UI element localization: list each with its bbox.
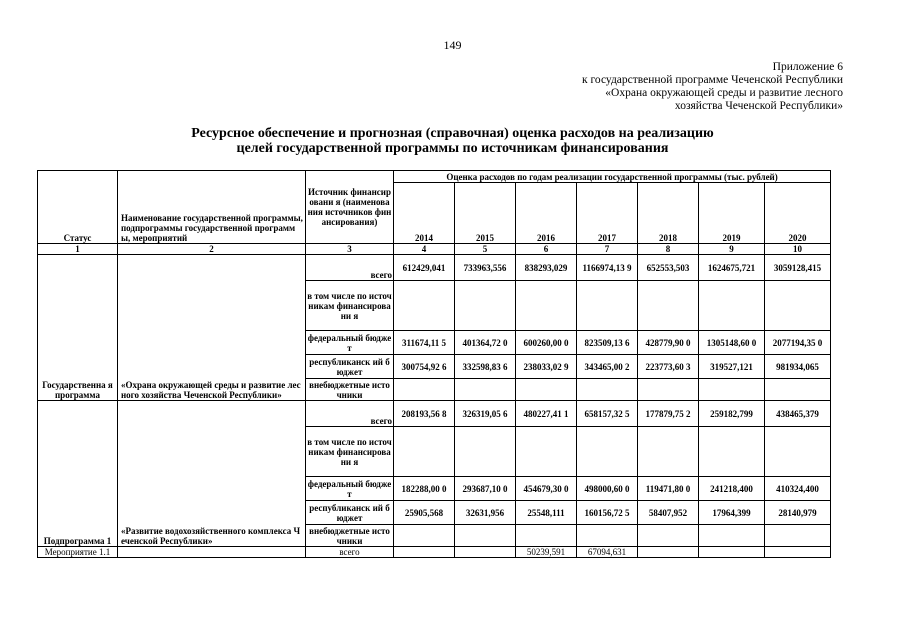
appendix-line: Приложение 6 — [772, 61, 843, 73]
appendix-note — [582, 61, 843, 113]
value-cell: 410324,400 — [765, 477, 831, 501]
header-year: 2020 — [765, 183, 831, 244]
value-cell — [577, 525, 638, 547]
value-cell: 160156,72 5 — [577, 501, 638, 525]
header-name: Наименование государственной программы, подпрограммы государственной программы, мероприятий — [118, 171, 306, 244]
value-cell: 1166974,13 9 — [577, 255, 638, 281]
value-cell — [455, 281, 516, 331]
column-number: 6 — [516, 244, 577, 255]
value-cell: 3059128,415 — [765, 255, 831, 281]
appendix-line: хозяйства Чеченской Республики» — [674, 100, 843, 112]
value-cell: 182288,00 0 — [394, 477, 455, 501]
value-cell: 25548,111 — [516, 501, 577, 525]
source-cell: всего — [306, 547, 394, 558]
value-cell: 612429,041 — [394, 255, 455, 281]
column-number: 4 — [394, 244, 455, 255]
page-number: 149 — [443, 38, 462, 52]
table-row — [38, 401, 831, 427]
column-number: 8 — [638, 244, 699, 255]
source-cell: федеральный бюджет — [306, 477, 394, 501]
header-year: 2019 — [699, 183, 765, 244]
value-cell — [455, 379, 516, 401]
value-cell — [638, 525, 699, 547]
value-cell — [516, 427, 577, 477]
source-cell: внебюджетные источники — [306, 525, 394, 547]
value-cell — [577, 281, 638, 331]
value-cell — [699, 547, 765, 558]
value-cell — [765, 427, 831, 477]
column-number: 1 — [38, 244, 118, 255]
value-cell: 238033,02 9 — [516, 355, 577, 379]
column-number: 3 — [306, 244, 394, 255]
source-cell: республиканск ий бюджет — [306, 355, 394, 379]
value-cell — [577, 427, 638, 477]
value-cell: 823509,13 6 — [577, 331, 638, 355]
column-number: 9 — [699, 244, 765, 255]
value-cell: 652553,503 — [638, 255, 699, 281]
value-cell — [638, 281, 699, 331]
header-year: 2018 — [638, 183, 699, 244]
value-cell — [394, 427, 455, 477]
value-cell: 300754,92 6 — [394, 355, 455, 379]
value-cell: 17964,399 — [699, 501, 765, 525]
value-cell: 208193,56 8 — [394, 401, 455, 427]
value-cell: 454679,30 0 — [516, 477, 577, 501]
header-source: Источник финансировани я (наименования источников финансирования) — [306, 171, 394, 244]
title-line: Ресурсное обеспечение и прогнозная (справочная) оценка расходов на реализацию — [191, 126, 714, 141]
program-name-cell: «Охрана окружающей среды и развитие лесного хозяйства Чеченской Республики» — [118, 255, 306, 401]
value-cell: 241218,400 — [699, 477, 765, 501]
value-cell — [394, 525, 455, 547]
value-cell: 32631,956 — [455, 501, 516, 525]
header-year: 2014 — [394, 183, 455, 244]
value-cell: 293687,10 0 — [455, 477, 516, 501]
table-row — [38, 547, 831, 558]
value-cell — [394, 379, 455, 401]
value-cell: 177879,75 2 — [638, 401, 699, 427]
value-cell — [394, 281, 455, 331]
value-cell: 1305148,60 0 — [699, 331, 765, 355]
appendix-line: к государственной программе Чеченской Республики — [582, 74, 843, 86]
value-cell: 600260,00 0 — [516, 331, 577, 355]
value-cell — [577, 379, 638, 401]
document-title — [0, 126, 905, 156]
value-cell: 319527,121 — [699, 355, 765, 379]
value-cell: 981934,065 — [765, 355, 831, 379]
value-cell — [455, 525, 516, 547]
program-name-cell — [118, 547, 306, 558]
value-cell: 119471,80 0 — [638, 477, 699, 501]
value-cell — [765, 281, 831, 331]
status-cell: Государственна я программа — [38, 255, 118, 401]
value-cell: 838293,029 — [516, 255, 577, 281]
value-cell: 50239,591 — [516, 547, 577, 558]
source-cell: всего — [306, 401, 394, 427]
source-cell: в том числе по источникам финансировани я — [306, 427, 394, 477]
value-cell — [765, 379, 831, 401]
title-line: целей государственной программы по источникам финансирования — [236, 141, 669, 156]
value-cell — [638, 379, 699, 401]
source-cell: республиканск ий бюджет — [306, 501, 394, 525]
column-number: 10 — [765, 244, 831, 255]
header-status: Статус — [38, 171, 118, 244]
value-cell: 401364,72 0 — [455, 331, 516, 355]
value-cell: 438465,379 — [765, 401, 831, 427]
value-cell: 733963,556 — [455, 255, 516, 281]
column-number: 7 — [577, 244, 638, 255]
value-cell — [394, 547, 455, 558]
status-cell: Мероприятие 1.1 — [38, 547, 118, 558]
source-cell: федеральный бюджет — [306, 331, 394, 355]
value-cell: 498000,60 0 — [577, 477, 638, 501]
source-cell: всего — [306, 255, 394, 281]
column-number: 2 — [118, 244, 306, 255]
value-cell — [765, 547, 831, 558]
value-cell — [455, 547, 516, 558]
header-estimate: Оценка расходов по годам реализации государственной программы (тыс. рублей) — [394, 171, 831, 183]
value-cell: 311674,11 5 — [394, 331, 455, 355]
appendix-line: «Охрана окружающей среды и развитие лесного — [605, 87, 843, 99]
value-cell: 67094,631 — [577, 547, 638, 558]
value-cell — [516, 379, 577, 401]
value-cell — [516, 281, 577, 331]
value-cell: 58407,952 — [638, 501, 699, 525]
source-cell: в том числе по источникам финансировани я — [306, 281, 394, 331]
value-cell: 326319,05 6 — [455, 401, 516, 427]
value-cell — [699, 427, 765, 477]
value-cell — [455, 427, 516, 477]
source-cell: внебюджетные источники — [306, 379, 394, 401]
financing-table — [37, 170, 831, 558]
header-year: 2015 — [455, 183, 516, 244]
program-name-cell: «Развитие водохозяйственного комплекса Чеченской Республики» — [118, 401, 306, 547]
value-cell: 332598,83 6 — [455, 355, 516, 379]
value-cell: 480227,41 1 — [516, 401, 577, 427]
value-cell: 2077194,35 0 — [765, 331, 831, 355]
value-cell: 1624675,721 — [699, 255, 765, 281]
value-cell: 658157,32 5 — [577, 401, 638, 427]
column-number: 5 — [455, 244, 516, 255]
table-row — [38, 255, 831, 281]
value-cell: 25905,568 — [394, 501, 455, 525]
value-cell — [765, 525, 831, 547]
value-cell — [638, 427, 699, 477]
value-cell — [699, 525, 765, 547]
value-cell — [516, 525, 577, 547]
header-year: 2017 — [577, 183, 638, 244]
value-cell — [699, 281, 765, 331]
value-cell: 259182,799 — [699, 401, 765, 427]
value-cell: 223773,60 3 — [638, 355, 699, 379]
value-cell — [699, 379, 765, 401]
status-cell: Подпрограмма 1 — [38, 401, 118, 547]
header-year: 2016 — [516, 183, 577, 244]
value-cell: 428779,90 0 — [638, 331, 699, 355]
value-cell: 343465,00 2 — [577, 355, 638, 379]
value-cell — [638, 547, 699, 558]
value-cell: 28140,979 — [765, 501, 831, 525]
